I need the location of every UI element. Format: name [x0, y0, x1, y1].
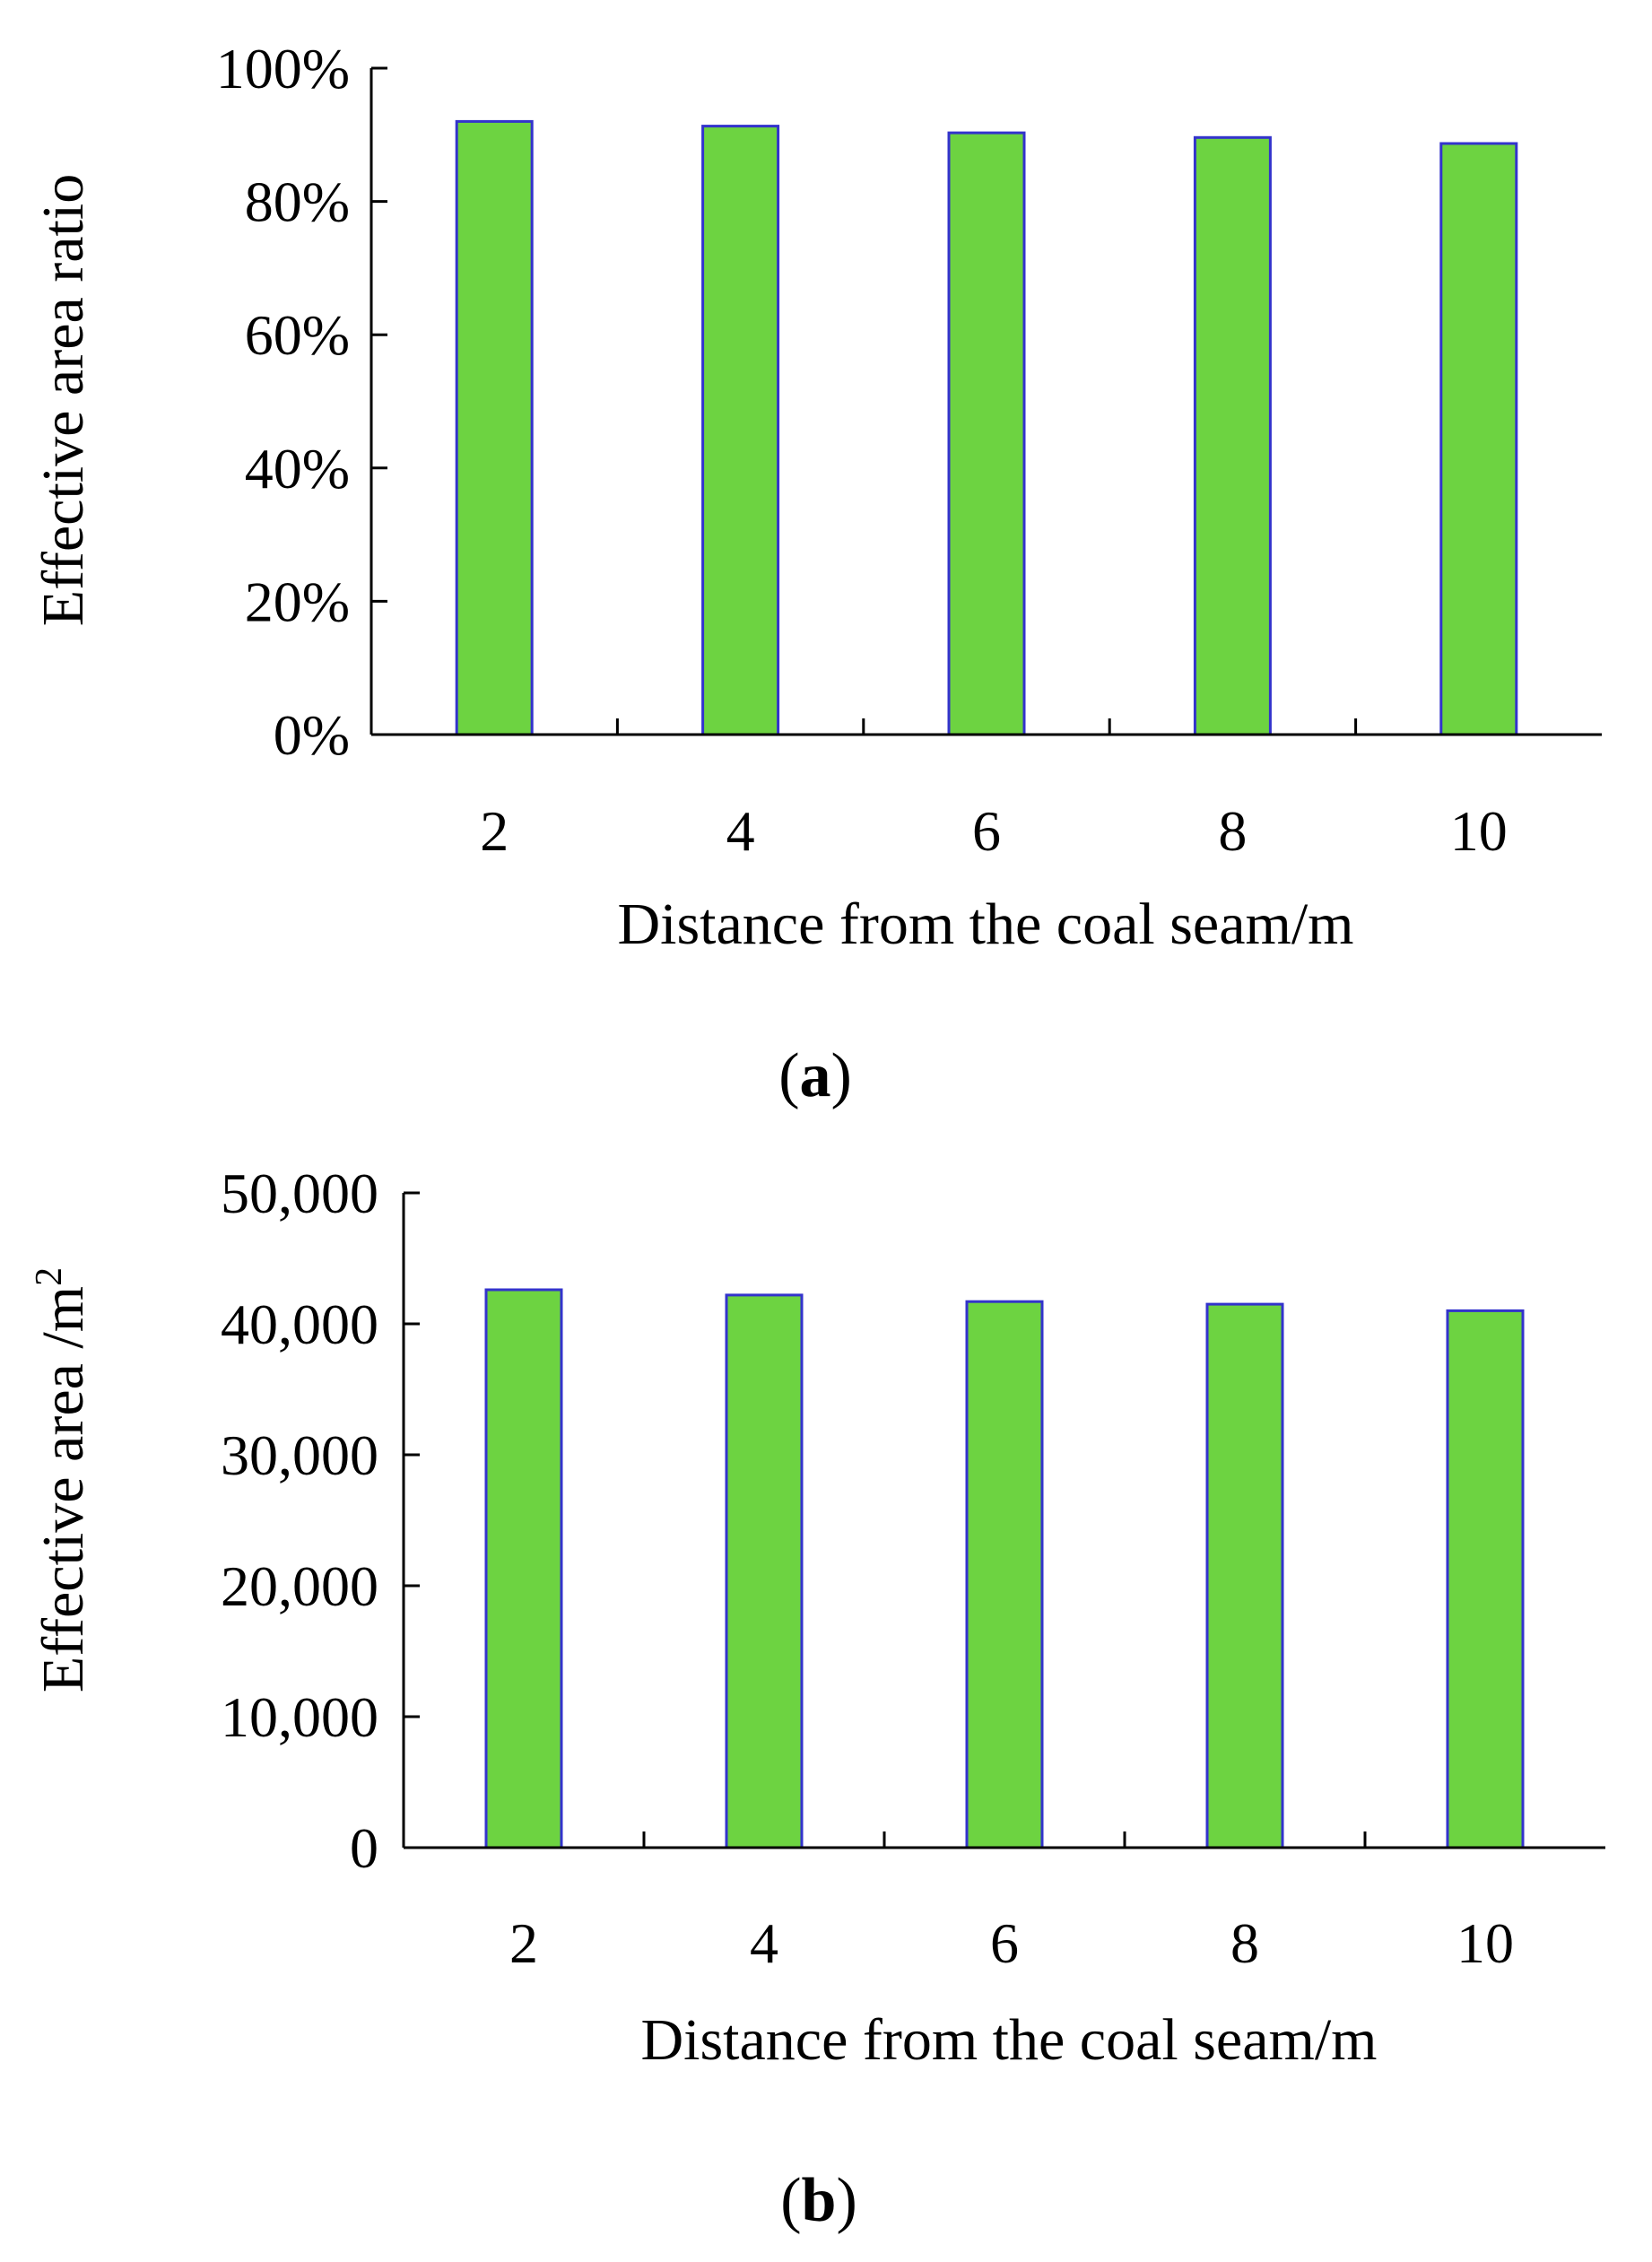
chart-a-panel-label: (a)	[778, 1041, 852, 1110]
bar-10	[1441, 144, 1517, 735]
chart-b-panel-label: (b)	[780, 2166, 857, 2235]
chart-b-xticks	[509, 1831, 1514, 1975]
bar-8	[1195, 137, 1270, 735]
y-tick-label: 100%	[215, 37, 350, 100]
bar-4	[703, 126, 778, 735]
chart-a-y-axis-title: Effective area ratio	[30, 173, 96, 627]
chart-b-y-axis-title	[29, 1267, 96, 1692]
y-tick-label: 0%	[273, 703, 350, 767]
chart-a-panel-letter: a	[799, 1041, 831, 1110]
y-tick-label: 40,000	[221, 1292, 378, 1356]
chart-a	[30, 37, 1602, 1110]
chart-b-bars	[486, 1290, 1523, 1848]
chart-a-x-axis-title: Distance from the coal seam/m	[617, 892, 1354, 957]
chart-b-x-axis-title: Distance from the coal seam/m	[640, 2007, 1378, 2073]
y-tick-label: 30,000	[221, 1423, 378, 1487]
x-tick-label: 2	[509, 1911, 538, 1975]
x-tick-label: 8	[1218, 799, 1248, 863]
chart-a-xticks	[480, 718, 1508, 863]
chart-b-panel-letter: b	[801, 2166, 837, 2235]
x-tick-label: 4	[726, 799, 755, 863]
y-tick-label: 40%	[244, 436, 350, 500]
chart-b	[29, 1161, 1605, 2235]
x-tick-label: 4	[750, 1911, 778, 1975]
x-tick-label: 6	[972, 799, 1001, 863]
bar-6	[949, 133, 1024, 735]
y-tick-label: 10,000	[221, 1685, 378, 1749]
y-tick-label: 20%	[244, 570, 350, 634]
x-tick-label: 8	[1230, 1911, 1259, 1975]
x-tick-label: 10	[1456, 1911, 1514, 1975]
bar-2	[486, 1290, 561, 1848]
chart-a-bars	[456, 121, 1517, 735]
x-tick-label: 6	[990, 1911, 1019, 1975]
bar-8	[1207, 1304, 1282, 1848]
bar-10	[1448, 1310, 1523, 1848]
chart-b-yticks	[221, 1161, 420, 1880]
chart-b-y-axis-title-text: Effective area /m	[30, 1285, 96, 1693]
y-tick-label: 80%	[244, 170, 350, 234]
bar-6	[967, 1301, 1042, 1848]
x-tick-label: 2	[480, 799, 509, 863]
bar-2	[456, 121, 532, 735]
y-tick-label: 0	[350, 1816, 378, 1880]
bar-4	[726, 1295, 802, 1848]
y-tick-label: 20,000	[221, 1554, 378, 1618]
x-tick-label: 10	[1449, 799, 1508, 863]
y-tick-label: 60%	[244, 303, 350, 368]
chart-a-yticks	[216, 37, 387, 767]
y-tick-label: 50,000	[221, 1161, 378, 1225]
chart-b-y-axis-title-superscript: 2	[29, 1266, 70, 1286]
